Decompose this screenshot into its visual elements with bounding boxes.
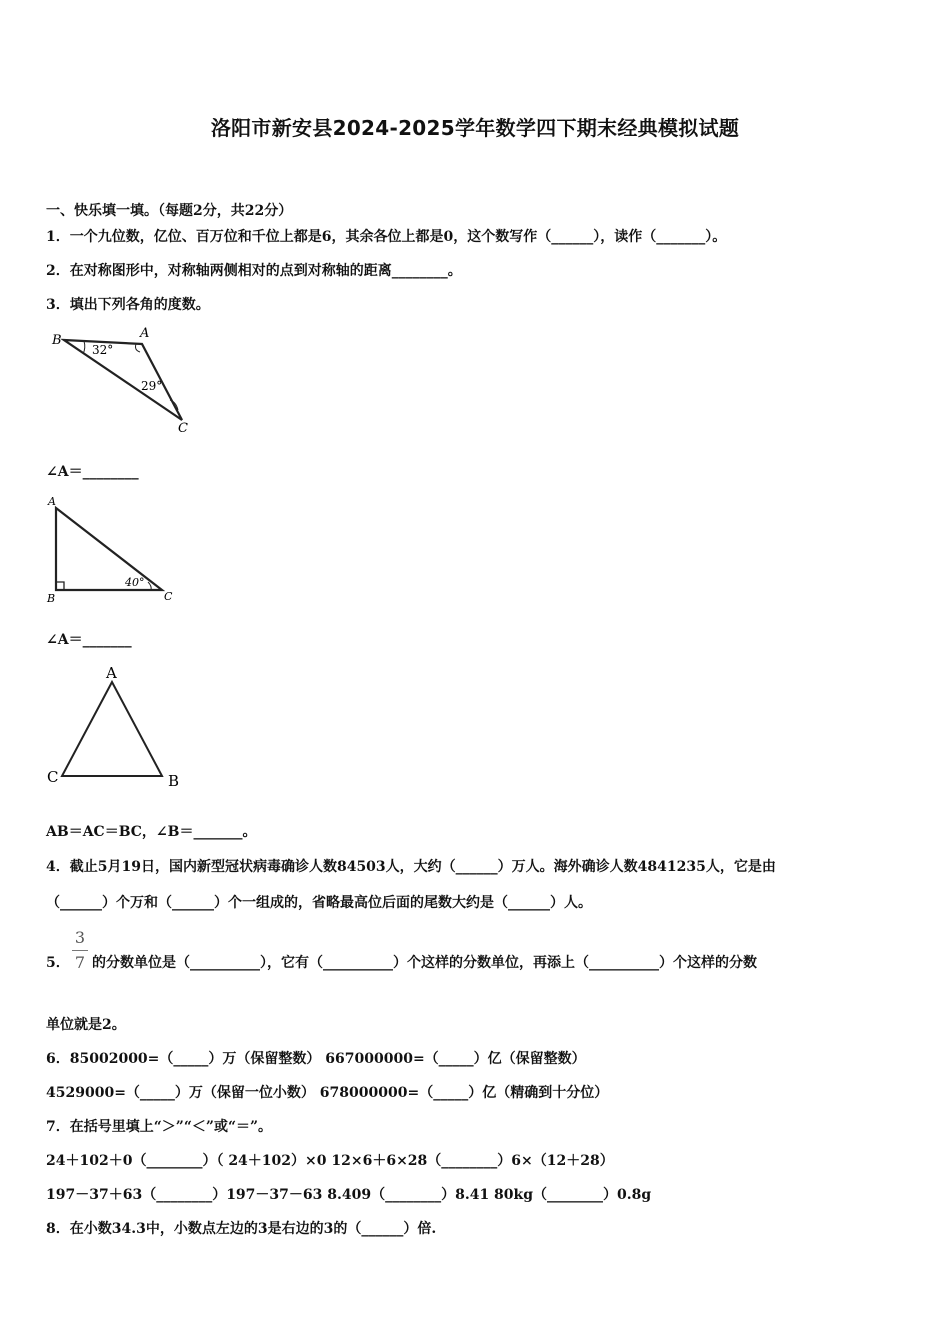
vertex-b-label: B [52, 333, 62, 348]
answer-3c: AB＝AC＝BC，∠B＝_______。 [46, 824, 257, 840]
answer-3b: ∠A＝_______ [46, 632, 132, 648]
vertex-c-label: C [47, 768, 59, 786]
vertex-a-label: A [48, 495, 56, 508]
question-4-line-1: 4．截止5月19日，国内新型冠状病毒确诊人数84503人，大约（______）万人。海外确诊人数4841235人，它是由 [46, 859, 776, 875]
vertex-a-label: A [140, 326, 150, 341]
question-4-line-2: （______）个万和（______）个一组成的，省略最高位后面的尾数大约是（______）人。 [46, 895, 592, 911]
question-5-line-1: 的分数单位是（__________），它有（__________）个这样的分数单位，再添上（__________）个这样的分数 [92, 955, 757, 971]
question-3: 3．填出下列各角的度数。 [46, 297, 210, 313]
vertex-c-label: C [178, 421, 188, 436]
question-5-line-2: 单位就是2。 [46, 1017, 126, 1033]
vertex-a-label: A [106, 664, 117, 682]
vertex-b-label: B [47, 592, 56, 605]
angle-c-label: 40° [125, 576, 145, 589]
question-5-number: 5． [46, 955, 70, 971]
answer-3a: ∠A＝________ [46, 464, 139, 480]
angle-b-label: 32° [92, 343, 114, 357]
fraction-denominator: 7 [74, 953, 86, 972]
question-6-line-2: 4529000=（_____）万（保留一位小数） 678000000=（_____）亿（精确到十分位） [46, 1085, 609, 1101]
triangle-figure-3 [44, 660, 194, 792]
question-6-line-1: 6．85002000=（_____）万（保留整数） 667000000=（_____）亿（保留整数） [46, 1051, 586, 1067]
question-7-line-2: 197－37＋63（________）197－37－63 8.409（________）8.41 80kg（________）0.8g [46, 1187, 652, 1203]
page-title: 洛阳市新安县2024-2025学年数学四下期末经典模拟试题 [210, 116, 740, 140]
question-7: 7．在括号里填上“＞”“＜”或“＝”。 [46, 1119, 273, 1135]
angle-c-label: 29° [141, 379, 163, 393]
fraction-numerator: 3 [74, 928, 86, 947]
vertex-b-label: B [168, 772, 180, 790]
question-8: 8．在小数34.3中，小数点左边的3是右边的3的（______）倍. [46, 1221, 437, 1237]
triangle-figure-2 [44, 494, 184, 606]
vertex-c-label: C [164, 590, 173, 603]
fraction-three-sevenths [70, 928, 90, 973]
section-heading: 一、快乐填一填。（每题2分，共22分） [46, 203, 293, 219]
triangle-figure-1 [46, 324, 196, 436]
question-2: 2．在对称图形中，对称轴两侧相对的点到对称轴的距离________。 [46, 263, 462, 279]
question-1: 1．一个九位数，亿位、百万位和千位上都是6，其余各位上都是0，这个数写作（______），读作（_______）。 [46, 229, 727, 245]
question-7-line-1: 24＋102＋0（________）（ 24＋102）×0 12×6＋6×28（________）6×（12＋28） [46, 1153, 614, 1169]
